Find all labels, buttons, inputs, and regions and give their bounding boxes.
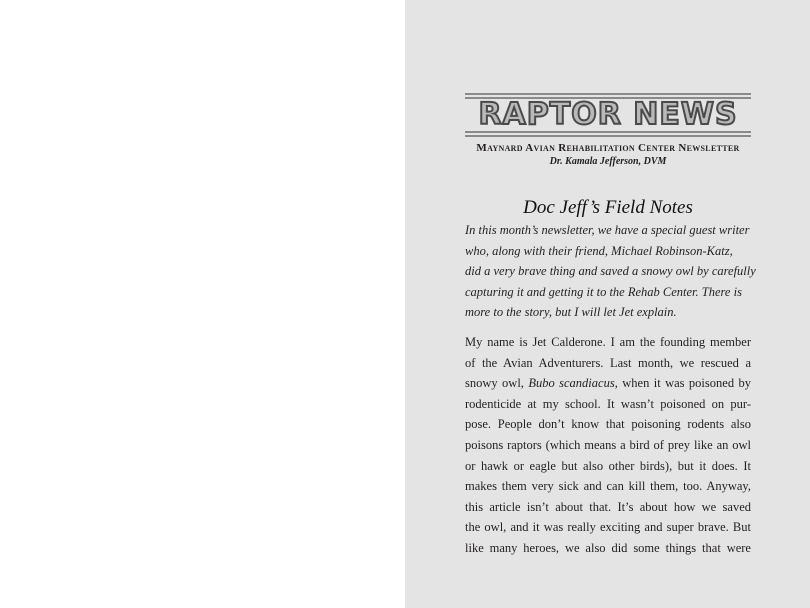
body-line: snowy owl, Bubo scandiacus, when it was poisoned by [465,376,751,391]
section-heading: Doc Jeff’s Field Notes [523,197,693,218]
byline: Dr. Kamala Jefferson, DVM [549,156,667,167]
intro-line: more to the story, but I will let Jet explain. [465,305,677,319]
article-body [465,332,751,559]
body-line: My name is Jet Calderone. I am the founding member [465,335,751,349]
scientific-name: Bubo scandiacus [528,376,615,391]
body-line: makes them very sick and can kill them, too. Anyway, [465,479,751,494]
body-line: pose. People don’t know that poisoning rodents also [465,417,751,432]
intro-line: did a very brave thing and saved a snowy owl by carefully [465,264,756,278]
body-line: or hawk or eagle but also other birds), but it does. It [465,458,751,473]
body-line: like many heroes, we also did some things that were [465,540,751,555]
masthead [465,93,751,137]
body-line: rodenticide at my school. It wasn’t poisoned on pur- [465,396,751,411]
intro-line: In this month’s newsletter, we have a special guest writer [465,223,750,237]
body-line: poisons raptors (which means a bird of prey like an owl [465,437,751,452]
body-line: this article isn’t about that. It’s about how we saved [465,499,751,514]
intro-line: who, along with their friend, Michael Robinson-Katz, [465,243,733,258]
masthead-bottom-rule [465,131,751,137]
newsletter-subtitle: Maynard Avian Rehabilitation Center Newsletter [476,142,740,154]
masthead-title: RAPTOR NEWS [478,97,738,132]
intro-paragraph [465,220,756,323]
intro-line: capturing it and getting it to the Rehab Center. There is [465,284,742,299]
body-line: the owl, and it was really exciting and super brave. But [465,520,751,535]
body-line: of the Avian Adventurers. Last month, we rescued a [465,355,751,370]
